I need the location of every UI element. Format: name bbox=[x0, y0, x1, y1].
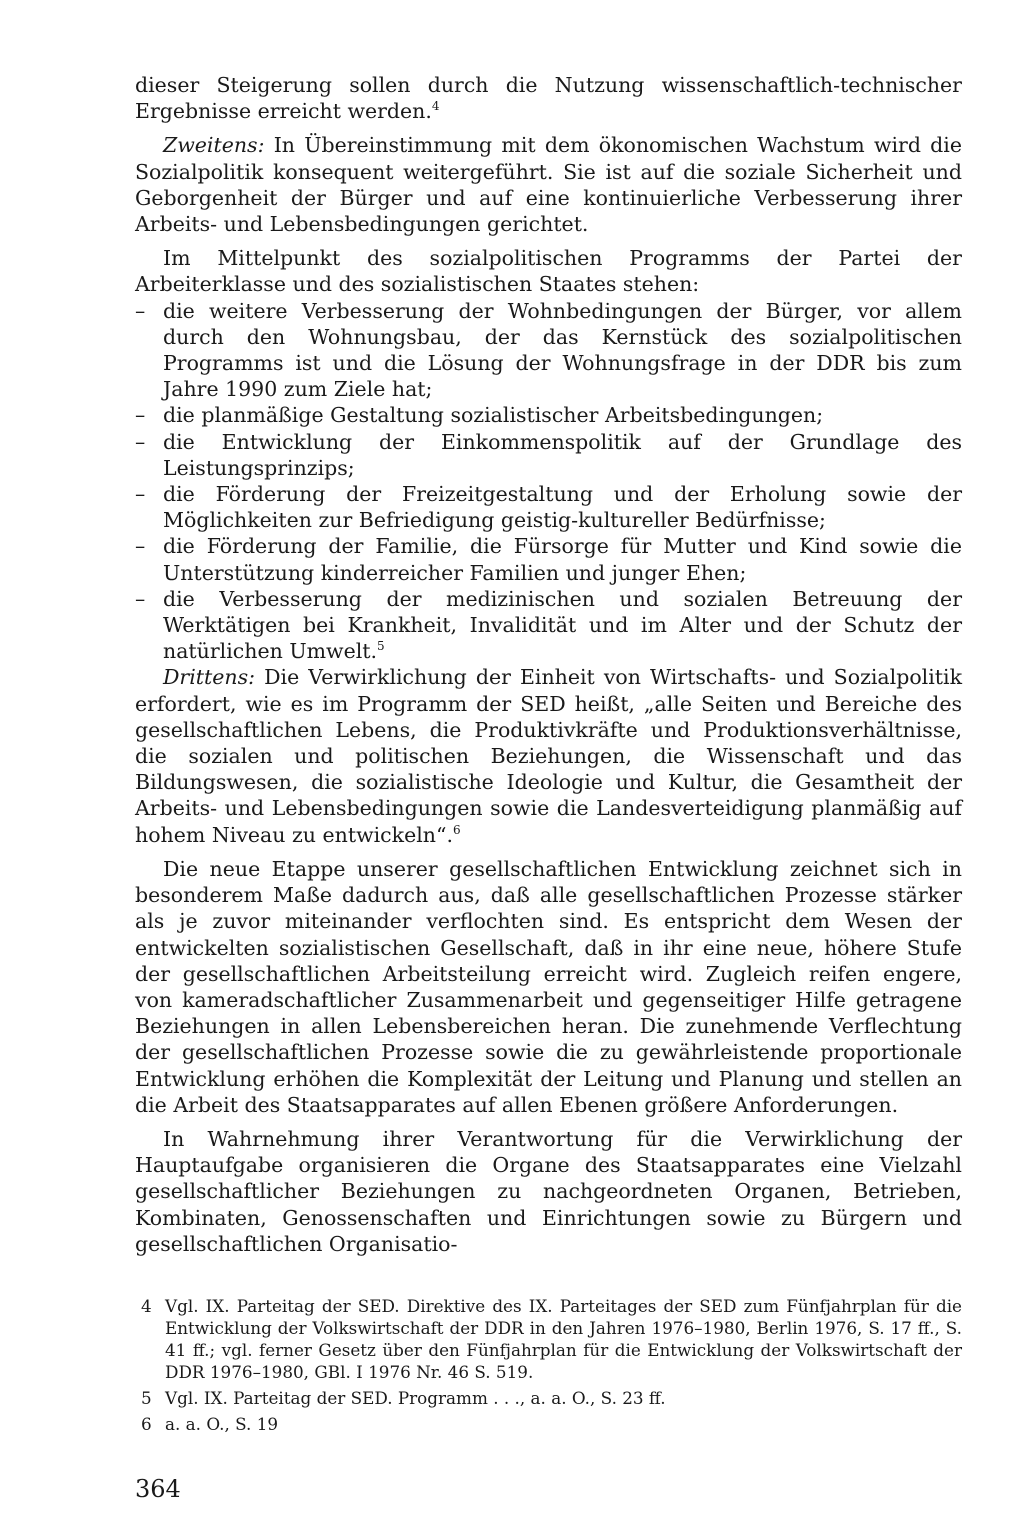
paragraph-continuation bbox=[135, 72, 962, 124]
paragraph-text: dieser Steigerung sollen durch die Nutzung wissenschaftlich-technischer Ergebnisse erreicht werden. bbox=[135, 73, 962, 124]
list-item-text: die Verbesserung der medizinischen und sozialen Betreuung der Werktätigen bei Krankheit, Invalidität und im Alter und der Schutz der natürlichen Umwelt. bbox=[163, 586, 962, 664]
paragraph-text: In Wahrnehmung ihrer Verantwortung für die Verwirklichung der Hauptaufgabe organisieren die Organe des Staatsapparates eine Vielzahl gesellschaftlicher Beziehungen zu nachgeordneten Organen, Betrieben, Kombinaten, Genossenschaften und Einrichtungen sowie zu Bürgern und gesellschaftlichen Organisatio- bbox=[135, 1126, 962, 1256]
footnotes bbox=[135, 1295, 962, 1435]
book-page bbox=[135, 72, 962, 1503]
footnote-text: Vgl. IX. Parteitag der SED. Programm . . ., a. a. O., S. 23 ff. bbox=[165, 1387, 666, 1408]
list-item-text: die weitere Verbesserung der Wohnbedingungen der Bürger, vor allem durch den Wohnungsbau, der das Kernstück des sozialpolitischen Programms ist und die Lösung der Wohnungsfrage in der DDR bis zum Jahre 1990 zum Ziele hat; bbox=[163, 298, 962, 402]
list-item-text: die Förderung der Familie, die Fürsorge für Mutter und Kind sowie die Unterstützung kinderreicher Familien und junger Ehen; bbox=[163, 534, 962, 585]
footnote-number: 6 bbox=[141, 1413, 152, 1434]
paragraph-text: Die Verwirklichung der Einheit von Wirtschafts- und Sozialpolitik erfordert, wie es im Programm der SED heißt, „alle Seiten und Bereiche des gesellschaftlichen Lebens, die Produktivkräfte und Produktionsverhältnisse, die sozialen und politischen Beziehungen, die Wissenschaft und das Bildungswesen, die sozialistische Ideologie und Kultur, die Gesamtheit der Arbeits- und Lebensbedingungen sowie die Landesverteidigung planmäßig auf hohem Niveau zu entwickeln“. bbox=[135, 665, 962, 847]
paragraph-text: Die neue Etappe unserer gesellschaftlichen Entwicklung zeichnet sich in besonderem Maße dadurch aus, daß alle gesellschaftlichen Prozesse stärker als je zuvor miteinander verflochten sind. Es entspricht dem Wesen der entwickelten sozialistischen Gesellschaft, daß in ihr eine neue, höhere Stufe der gesellschaftlichen Arbeitsteilung erreicht wird. Zugleich reifen engere, von kameradschaftlicher Zusammenarbeit und gegenseitiger Hilfe getragene Beziehungen in allen Lebensbereichen heran. Die zunehmende Verflechtung der gesellschaftlichen Prozesse sowie die zu gewährleistende proportionale Entwicklung erhöhen die Komplexität der Leitung und Planung und stellen an die Arbeit des Staatsapparates auf allen Ebenen größere Anforderungen. bbox=[135, 856, 962, 1117]
list-item bbox=[135, 402, 962, 428]
sozialpolitik-list bbox=[135, 298, 962, 665]
footnote-4 bbox=[135, 1295, 962, 1383]
paragraph-text: In Übereinstimmung mit dem ökonomischen Wachstum wird die Sozialpolitik konsequent weitergeführt. Sie ist auf die soziale Sicherheit und Geborgenheit der Bürger und auf eine kontinuierliche Verbesserung ihrer Arbeits- und Lebensbedingungen gerichtet. bbox=[135, 133, 962, 237]
list-item bbox=[135, 586, 962, 665]
footnote-6 bbox=[135, 1413, 962, 1435]
page-number: 364 bbox=[135, 1474, 181, 1503]
footnote-5 bbox=[135, 1387, 962, 1409]
footnote-ref-6[interactable]: 6 bbox=[452, 822, 461, 837]
footnote-number: 4 bbox=[141, 1295, 152, 1316]
paragraph-text: Im Mittelpunkt des sozialpolitischen Programms der Partei der Arbeiterklasse und des sozialistischen Staates stehen: bbox=[135, 246, 962, 297]
paragraph-zweitens bbox=[135, 132, 962, 237]
paragraph-lead-italic: Zweitens: bbox=[163, 133, 265, 158]
list-item bbox=[135, 429, 962, 481]
footnote-text: a. a. O., S. 19 bbox=[165, 1413, 279, 1434]
list-item-text: die planmäßige Gestaltung sozialistischer Arbeitsbedingungen; bbox=[163, 403, 824, 428]
list-item bbox=[135, 298, 962, 403]
list-item bbox=[135, 481, 962, 533]
paragraph-drittens bbox=[135, 664, 962, 847]
footnote-number: 5 bbox=[141, 1387, 152, 1408]
footnote-ref-5[interactable]: 5 bbox=[377, 639, 385, 654]
list-item-text: die Förderung der Freizeitgestaltung und der Erholung sowie der Möglichkeiten zur Befriedigung geistig-kultureller Bedürfnisse; bbox=[163, 482, 962, 533]
paragraph-neue-etappe bbox=[135, 856, 962, 1118]
paragraph-wahrnehmung bbox=[135, 1126, 962, 1257]
list-item-text: die Entwicklung der Einkommenspolitik auf der Grundlage des Leistungsprinzips; bbox=[163, 429, 962, 480]
paragraph-programm-intro bbox=[135, 245, 962, 297]
list-item bbox=[135, 533, 962, 585]
paragraph-lead-italic: Drittens: bbox=[163, 665, 256, 690]
footnote-ref-4[interactable]: 4 bbox=[431, 99, 440, 114]
main-text bbox=[135, 72, 962, 1257]
footnote-text: Vgl. IX. Parteitag der SED. Direktive des IX. Parteitages der SED zum Fünfjahrplan für die Entwicklung der Volkswirtschaft der DDR in den Jahren 1976–1980, Berlin 1976, S. 17 ff., S. 41 ff.; vgl. ferner Gesetz über den Fünfjahrplan für die Entwicklung der Volkswirtschaft der DDR 1976–1980, GBl. I 1976 Nr. 46 S. 519. bbox=[165, 1295, 962, 1382]
